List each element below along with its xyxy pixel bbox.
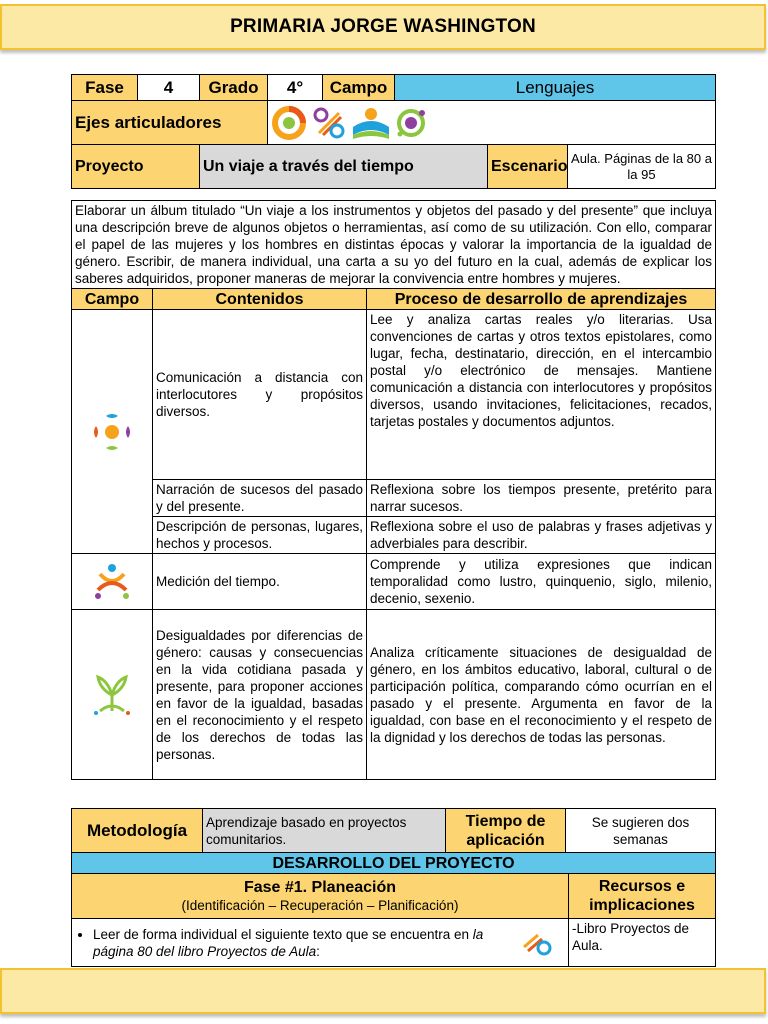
etica-icon (90, 671, 134, 719)
activity-cell (72, 919, 569, 967)
percent-thinking-icon (311, 105, 347, 141)
proceso-5: Analiza críticamente situaciones de desigualdad de género, en los ámbitos educativo, laboral, cultural o de participación política, comparando cómo ocurrían en el pasado y el presente. Argumenta en favor de la igualdad, con base en el reconocimiento y el respeto de la dignidad y los derechos de todas las personas. (367, 610, 716, 780)
header-campo: Campo (72, 289, 153, 310)
metodologia-value: Aprendizaje basado en proyectos comunitarios. (203, 809, 446, 853)
fase-title: Fase #1. Planeación (243, 879, 397, 896)
proceso-4: Comprende y utiliza expresiones que indican temporalidad como lustro, quinquenio, siglo, milenio, decenio, sexenio. (367, 554, 716, 610)
fase-header (72, 874, 569, 919)
school-name: PRIMARIA JORGE WASHINGTON (230, 16, 536, 37)
contenido-1: Comunicación a distancia con interlocutores y propósitos diversos. (153, 310, 367, 480)
activity-list (75, 926, 493, 960)
contenido-5: Desigualdades por diferencias de género: causas y consecuencias en la vida cotidiana pasada y presente, para proponer acciones en favor de la igualdad, basadas en el reconocimiento y el respeto de los derechos de todas las personas. (153, 610, 367, 780)
school-banner (0, 4, 766, 50)
percent-thinking-icon (520, 931, 554, 957)
campo-icon-lenguajes (72, 310, 153, 554)
campo-icon-etica (72, 610, 153, 780)
lenguajes-icon (90, 410, 134, 454)
campo-label: Campo (323, 75, 395, 101)
ejes-label (72, 101, 268, 145)
fase-table (71, 873, 716, 967)
proyecto-value: Un viaje a través del tiempo (200, 145, 488, 189)
header-proceso: Proceso de desarrollo de aprendizajes (367, 289, 716, 310)
escenario-value: Aula. Páginas de la 80 a la 95 (568, 145, 716, 189)
ejes-icons (268, 101, 716, 145)
content-table (71, 200, 716, 780)
activity-item (93, 926, 493, 960)
escenario-label: Escenario (488, 145, 568, 189)
art-splash-icon (394, 106, 428, 140)
activity-colon: : (316, 943, 320, 959)
proceso-1: Lee y analiza cartas reales y/o literarias. Usa convenciones de cartas y otros textos epistolares, como lugar, fecha, destinatario, dirección, en el intercambio postal y/o electrónico de mensajes. Mantiene comunicación a distancia con interlocutores y propósitos diversos, usando invitaciones, felicitaciones, recados, tarjetas postales y documentos adjuntos. (367, 310, 716, 480)
recursos-value: -Libro Proyectos de Aula. (569, 919, 716, 967)
footer-banner (0, 968, 766, 1014)
project-description: Elaborar un álbum titulado “Un viaje a los instrumentos y objetos del pasado y del presente” que incluya una descripción breve de algunos objetos o herramientas, así como de su utilización. Con ello, comparar el papel de las mujeres y los hombres en distintas épocas y valorar la importancia de la igualdad de género. Escribir, de manera individual, una carta a su yo del futuro en la cual, además de explicar los saberes adquiridos, proponer maneras de mejorar la convivencia entre hombres y mujeres. (72, 201, 716, 289)
fase-label: Fase (72, 75, 138, 101)
proyecto-label: Proyecto (72, 145, 200, 189)
reading-book-icon (351, 105, 391, 141)
proceso-3: Reflexiona sobre el uso de palabras y frases adjetivas y adverbiales para describir. (367, 517, 716, 554)
saberes-icon (90, 560, 134, 604)
fase-subtitle: (Identificación – Recuperación – Planificación) (181, 898, 459, 913)
contenido-4: Medición del tiempo. (153, 554, 367, 610)
grado-label: Grado (200, 75, 268, 101)
desarrollo-title: DESARROLLO DEL PROYECTO (72, 853, 716, 874)
fase-value: 4 (138, 75, 200, 101)
grado-value: 4° (268, 75, 323, 101)
campo-icon-saberes (72, 554, 153, 610)
metodologia-table (71, 808, 716, 874)
metodologia-label: Metodología (72, 809, 203, 853)
campo-value: Lenguajes (395, 75, 716, 101)
ejes-label-text: Ejes articuladores (75, 113, 222, 132)
activity-book-ref: la página 80 del libro Proyectos de Aula (93, 926, 484, 959)
recursos-label: Recursos e implicaciones (569, 874, 716, 919)
contenido-3: Descripción de personas, lugares, hechos y procesos. (153, 517, 367, 554)
inclusion-icon (271, 105, 307, 141)
proceso-2: Reflexiona sobre los tiempos presente, pretérito para narrar sucesos. (367, 480, 716, 517)
contenido-2: Narración de sucesos del pasado y del presente. (153, 480, 367, 517)
activity-text: Leer de forma individual el siguiente texto que se encuentra en (93, 926, 473, 942)
header-contenidos: Contenidos (153, 289, 367, 310)
info-table (71, 74, 716, 189)
tiempo-value: Se sugieren dos semanas (566, 809, 716, 853)
tiempo-label: Tiempo de aplicación (446, 809, 566, 853)
